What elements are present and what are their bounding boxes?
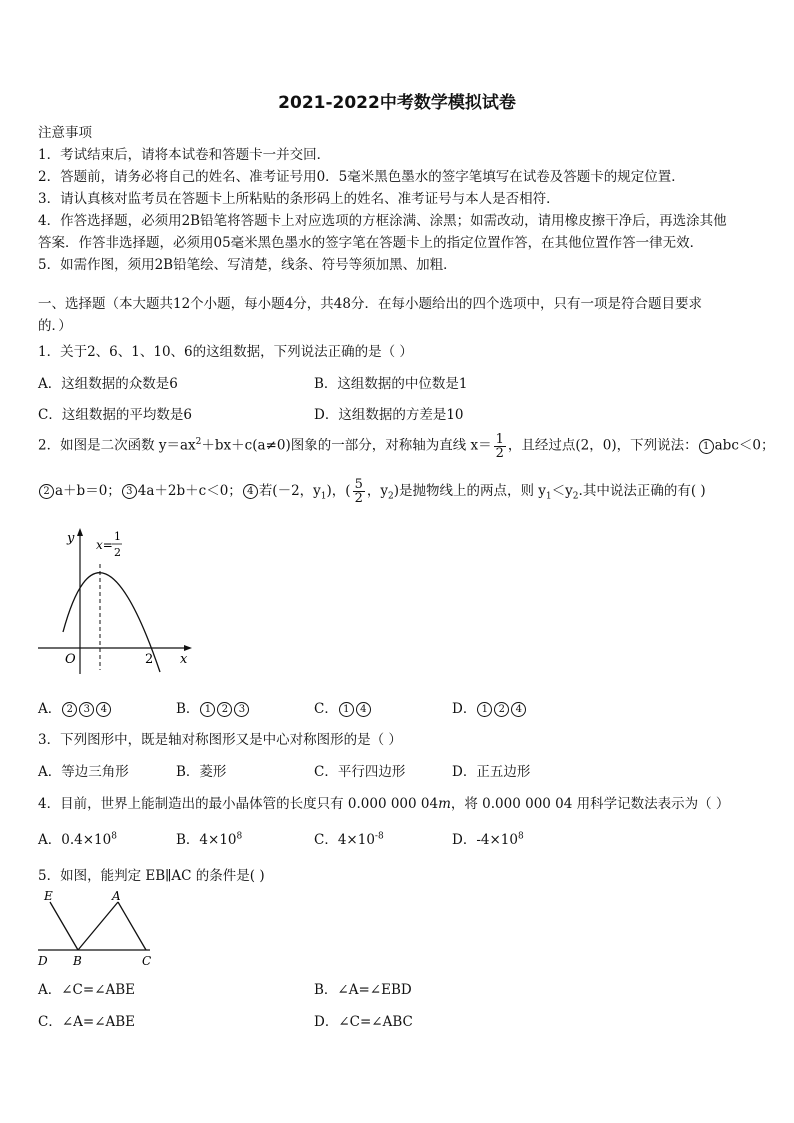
- q2-frac-num: 1: [495, 431, 504, 447]
- q4-option-d-base: D．-4×10: [452, 832, 518, 848]
- q3-option-d[interactable]: D．正五边形: [452, 764, 531, 780]
- q2-line2-d: )，(: [326, 483, 351, 499]
- q2-line2-f: )是抛物线上的两点，则 y: [393, 483, 546, 499]
- point-a-label: A: [112, 889, 121, 903]
- axis-eq-den: 2: [114, 546, 121, 559]
- q2-option-b-label: B．: [176, 701, 200, 717]
- circled-number: 4: [96, 702, 111, 717]
- origin-label: O: [65, 652, 76, 667]
- q4-option-b-base: B．4×10: [176, 832, 237, 848]
- q2-stem-b: ＋bx＋c(a≠0)图象的一部分，对称轴为直线 x＝: [201, 437, 492, 454]
- q2-stem-a: 2．如图是二次函数 y＝ax: [38, 437, 196, 454]
- q4-option-a-base: A．0.4×10: [38, 832, 112, 848]
- q4-option-d[interactable]: [452, 828, 524, 848]
- q4-stem-a: 4．目前，世界上能制造出的最小晶体管的长度只有 0.000 000 04: [38, 796, 439, 812]
- circled-number: 3: [234, 702, 249, 717]
- q2-frac2-num: 5: [354, 477, 363, 492]
- q1-option-c[interactable]: C．这组数据的平均数是6: [38, 407, 192, 423]
- q2-option-a-label: A．: [38, 701, 62, 717]
- q2-line2-b: 4a＋2b＋c＜0；: [137, 483, 242, 499]
- q4-option-c[interactable]: [314, 828, 384, 848]
- q4-unit-m: m: [438, 796, 451, 812]
- note-4-line1: 4．作答选择题，必须用2B铅笔将答题卡上对应选项的方框涂满、涂黑；如需改动，请用橡皮擦干净后，再选涂其他: [38, 213, 727, 229]
- segment-ac: [118, 902, 146, 950]
- q2-option-c[interactable]: [314, 697, 372, 717]
- q2-line2-e: ，y: [366, 483, 388, 499]
- point-c-label: C: [142, 954, 152, 968]
- q5-option-a[interactable]: A．∠C=∠ABE: [38, 982, 136, 998]
- q2-stem-line1: 2．如图是二次函数 $y=ax^2+bx+c(a\ne 0)$图象的一部分，对称轴为直线 x＝ $\frac{1}{2}$ ，且经过点(2，0)，下列说法： 1 abc＜0；: [38, 431, 775, 461]
- circled-number: 1: [200, 702, 215, 717]
- circled-number: 2: [494, 702, 509, 717]
- triangle-figure: [32, 886, 162, 970]
- segment-eb: [50, 902, 78, 950]
- q2-option-d-label: D．: [452, 701, 477, 717]
- circled-number: 3: [79, 702, 94, 717]
- q4-option-a-exp: 8: [111, 831, 117, 842]
- q1-option-a[interactable]: A．这组数据的众数是6: [38, 376, 178, 392]
- q1-option-d[interactable]: D．这组数据的方差是10: [314, 407, 464, 423]
- segment-ba: [78, 902, 118, 950]
- notes-heading: 注意事项: [38, 125, 92, 141]
- circled-number-1: 1: [699, 439, 714, 454]
- q2-line2-g: ＜y: [551, 483, 573, 499]
- q4-option-d-exp: 8: [517, 831, 524, 842]
- axis-eq-label: x=: [96, 538, 113, 552]
- q4-stem-b: ，将 0.000 000 04 用科学记数法表示为（ ）: [450, 796, 730, 812]
- q4-option-c-exp: -8: [374, 831, 384, 842]
- q4-option-c-base: C．4×10: [314, 832, 375, 848]
- q2-line2-h: .其中说法正确的有( ): [578, 483, 706, 499]
- q1-option-b[interactable]: B．这组数据的中位数是1: [314, 376, 468, 392]
- point-b-label: B: [73, 954, 82, 968]
- circled-number-3: 3: [122, 484, 137, 499]
- q5-option-c[interactable]: C．∠A=∠ABE: [38, 1014, 136, 1030]
- q2-stem-line2: 2 a＋b＝0； 3 4a＋2b＋c＜0； 4 若(－2，$y_1$)，( $\frac{5}{2}$ ，$y_2$)是抛物线上的两点，则 $y_1<y_2$.其中说法正确的有( ): [38, 474, 706, 514]
- q2-stem-c: ，且经过点(2，0)，下列说法：: [507, 437, 698, 454]
- q1-stem: 1．关于2、6、1、10、6的这组数据，下列说法正确的是（ ）: [38, 344, 413, 360]
- q2-option-d[interactable]: [452, 697, 527, 717]
- circled-number: 2: [62, 702, 77, 717]
- q5-option-d[interactable]: D．∠C=∠ABC: [314, 1014, 413, 1030]
- q2-option-a[interactable]: [38, 697, 112, 717]
- axis-eq-num: 1: [114, 530, 121, 543]
- x-axis-arrow: [184, 645, 192, 651]
- x-axis-label: x: [180, 652, 188, 667]
- q2-frac2-den: 2: [354, 491, 363, 506]
- q5-option-b[interactable]: B．∠A=∠EBD: [314, 982, 412, 998]
- root-2-label: 2: [145, 652, 154, 667]
- q2-line2-c: 若(－2，y: [258, 483, 321, 499]
- note-1: 1．考试结束后，请将本试卷和答题卡一并交回．: [38, 147, 331, 163]
- note-5: 5．如需作图，须用2B铅笔绘、写清楚，线条、符号等须加黑、加粗．: [38, 257, 457, 273]
- q4-option-a[interactable]: [38, 828, 117, 848]
- q3-option-b[interactable]: B．菱形: [176, 764, 227, 780]
- q2-point-fraction: [353, 478, 365, 505]
- section-heading-line2: 的．）: [38, 318, 72, 334]
- q4-option-b[interactable]: [176, 828, 242, 848]
- q3-stem: 3．下列图形中，既是轴对称图形又是中心对称图形的是（ ）: [38, 732, 402, 748]
- q3-option-c[interactable]: C．平行四边形: [314, 764, 406, 780]
- point-d-label: D: [38, 954, 48, 968]
- circled-number-2: 2: [39, 484, 54, 499]
- note-2: 2．答题前，请务必将自己的姓名、准考证号用0．5毫米黑色墨水的签字笔填写在试卷及答题卡的规定位置．: [38, 169, 685, 185]
- q4-stem: [38, 792, 729, 812]
- q2-option-b[interactable]: [176, 697, 250, 717]
- circled-number: 2: [217, 702, 232, 717]
- q2-frac-den: 2: [495, 445, 504, 461]
- parabola-figure: [34, 524, 204, 680]
- section-heading-line1: 一、选择题（本大题共12个小题，每小题4分，共48分．在每小题给出的四个选项中，只有一项是符合题目要求: [38, 296, 702, 312]
- circled-number-4: 4: [243, 484, 258, 499]
- y-axis-label: y: [67, 531, 75, 546]
- point-e-label: E: [44, 889, 53, 903]
- page-title: 2021-2022中考数学模拟试卷: [278, 93, 516, 113]
- q5-stem: 5．如图，能判定 EB∥AC 的条件是( ): [38, 868, 265, 884]
- y-axis-arrow: [77, 528, 83, 536]
- circled-number: 4: [356, 702, 371, 717]
- q4-option-b-exp: 8: [236, 831, 243, 842]
- circled-number: 1: [339, 702, 354, 717]
- q2-axis-fraction: [494, 433, 506, 460]
- q2-line2-a: a＋b＝0；: [55, 483, 121, 499]
- note-3: 3．请认真核对监考员在答题卡上所粘贴的条形码上的姓名、准考证号与本人是否相符．: [38, 191, 560, 207]
- q2-option-c-label: C．: [314, 701, 338, 717]
- note-4-line2: 答案．作答非选择题，必须用05毫米黑色墨水的签字笔在答题卡上的指定位置作答，在其他位置作答一律无效．: [38, 235, 704, 251]
- circled-number: 1: [477, 702, 492, 717]
- q3-option-a[interactable]: A．等边三角形: [38, 764, 129, 780]
- circled-number: 4: [511, 702, 526, 717]
- q2-stem-d: abc＜0；: [714, 437, 775, 454]
